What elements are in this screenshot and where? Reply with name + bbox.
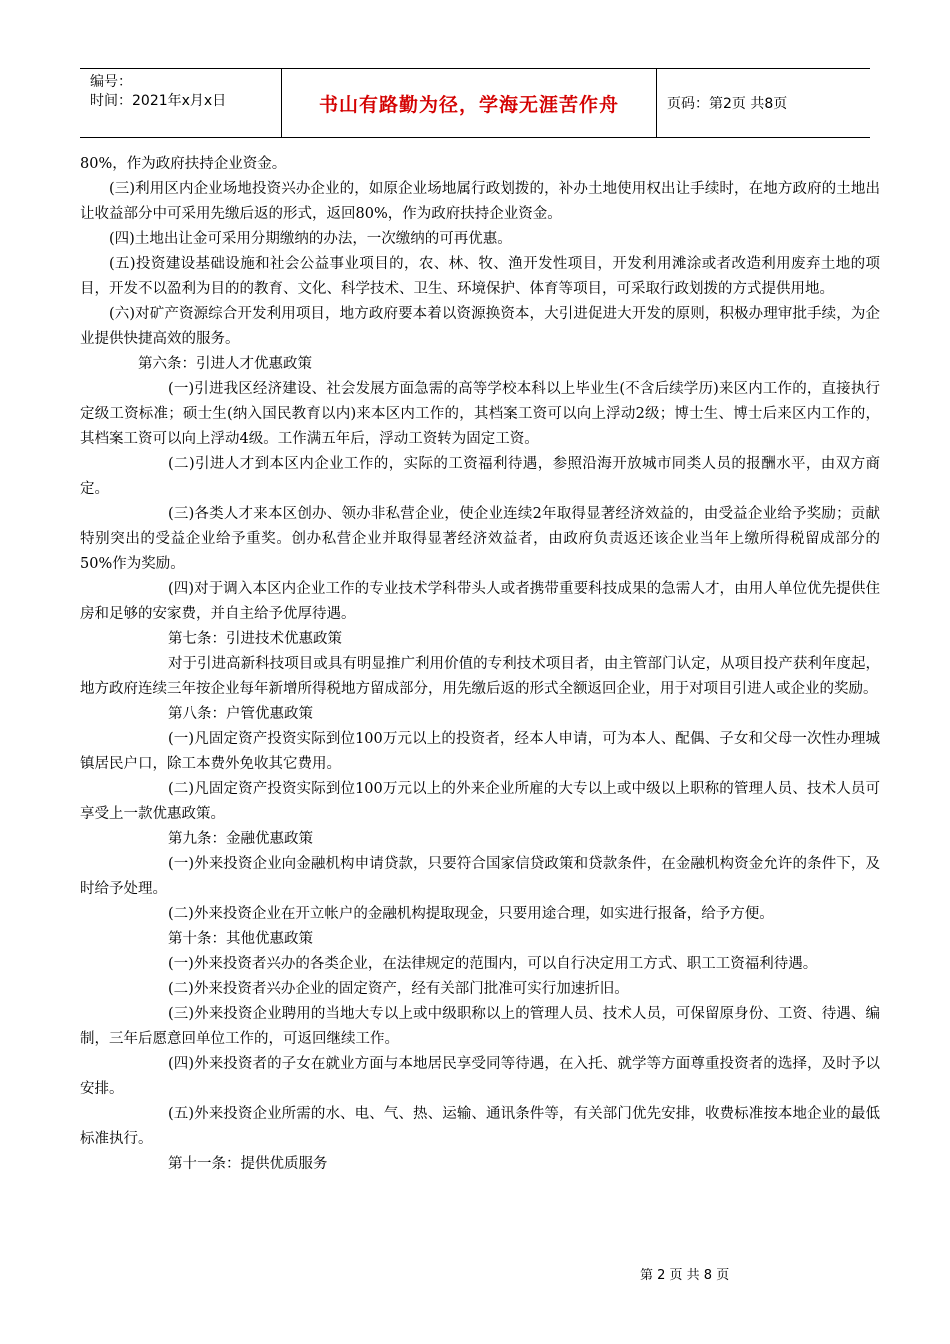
paragraph: (二)引进人才到本区内企业工作的，实际的工资福利待遇，参照沿海开放城市同类人员的报酬水平，由双方商定。 [80, 456, 880, 497]
paragraph: (四)土地出让金可采用分期缴纳的办法，一次缴纳的可再优惠。 [109, 231, 512, 247]
document-body [80, 152, 880, 1177]
paragraph: (一)凡固定资产投资实际到位100万元以上的投资者，经本人申请，可为本人、配偶、子女和父母一次性办理城镇居民户口，除工本费外免收其它费用。 [80, 731, 880, 772]
paragraph: 80%，作为政府扶持企业资金。 [80, 156, 287, 172]
document-date: 时间：2021年x月x日 [90, 93, 227, 109]
paragraph: 对于引进高新科技项目或具有明显推广利用价值的专利技术项目者，由主管部门认定，从项目投产获利年度起，地方政府连续三年按企业每年新增所得税地方留成部分，用先缴后返的形式全额返回企业，用于对项目引进人或企业的奖励。 [80, 656, 880, 697]
paragraph: (一)引进我区经济建设、社会发展方面急需的高等学校本科以上毕业生(不含后续学历)来区内工作的，直接执行定级工资标准；硕士生(纳入国民教育以内)来本区内工作的，其档案工资可以向上浮动2级；博士生、博士后来区内工作的，其档案工资可以向上浮动4级。工作满五年后，浮动工资转为固定工资。 [80, 381, 880, 447]
document-number: 编号： [90, 74, 132, 90]
paragraph: 第九条：金融优惠政策 [168, 831, 313, 847]
paragraph: 第十条：其他优惠政策 [168, 931, 313, 947]
paragraph: 第六条：引进人才优惠政策 [138, 356, 312, 372]
paragraph: 第七条：引进技术优惠政策 [168, 631, 342, 647]
paragraph: 第十一条：提供优质服务 [168, 1156, 328, 1172]
paragraph: (二)外来投资企业在开立帐户的金融机构提取现金，只要用途合理，如实进行报备，给予方便。 [168, 906, 774, 922]
page-header [80, 68, 870, 138]
paragraph: (二)凡固定资产投资实际到位100万元以上的外来企业所雇的大专以上或中级以上职称的管理人员、技术人员可享受上一款优惠政策。 [80, 781, 880, 822]
paragraph: (二)外来投资者兴办企业的固定资产，经有关部门批准可实行加速折旧。 [168, 981, 629, 997]
paragraph: (三)各类人才来本区创办、领办非私营企业，使企业连续2年取得显著经济效益的，由受益企业给予奖励；贡献特别突出的受益企业给予重奖。创办私营企业并取得显著经济效益者，由政府负责返还该企业当年上缴所得税留成部分的50%作为奖励。 [80, 506, 880, 572]
paragraph: (三)外来投资企业聘用的当地大专以上或中级职称以上的管理人员、技术人员，可保留原身份、工资、待遇、编制，三年后愿意回单位工作的，可返回继续工作。 [80, 1006, 880, 1047]
paragraph: (一)外来投资者兴办的各类企业，在法律规定的范围内，可以自行决定用工方式、职工工资福利待遇。 [168, 956, 818, 972]
paragraph: 第八条：户管优惠政策 [168, 706, 313, 722]
header-page-number: 页码：第2页 共8页 [667, 96, 788, 112]
header-meta [80, 69, 282, 137]
paragraph: (一)外来投资企业向金融机构申请贷款，只要符合国家信贷政策和贷款条件，在金融机构资金允许的条件下，及时给予处理。 [80, 856, 880, 897]
paragraph: (六)对矿产资源综合开发利用项目，地方政府要本着以资源换资本，大引进促进大开发的原则，积极办理审批手续，为企业提供快捷高效的服务。 [80, 306, 880, 347]
paragraph: (三)利用区内企业场地投资兴办企业的，如原企业场地属行政划拨的，补办土地使用权出让手续时，在地方政府的土地出让收益部分中可采用先缴后返的形式，返回80%，作为政府扶持企业资金。 [80, 181, 880, 222]
header-motto: 书山有路勤为径，学海无涯苦作舟 [282, 69, 657, 137]
paragraph: (五)外来投资企业所需的水、电、气、热、运输、通讯条件等，有关部门优先安排，收费标准按本地企业的最低标准执行。 [80, 1106, 880, 1147]
page-footer: 第 2 页 共 8 页 [640, 1268, 730, 1283]
paragraph: (四)外来投资者的子女在就业方面与本地居民享受同等待遇，在入托、就学等方面尊重投资者的选择，及时予以安排。 [80, 1056, 880, 1097]
paragraph: (四)对于调入本区内企业工作的专业技术学科带头人或者携带重要科技成果的急需人才，由用人单位优先提供住房和足够的安家费，并自主给予优厚待遇。 [80, 581, 880, 622]
paragraph: (五)投资建设基础设施和社会公益事业项目的，农、林、牧、渔开发性项目，开发利用滩涂或者改造利用废弃土地的项目，开发不以盈利为目的的教育、文化、科学技术、卫生、环境保护、体育等项目，可采取行政划拨的方式提供用地。 [80, 256, 880, 297]
